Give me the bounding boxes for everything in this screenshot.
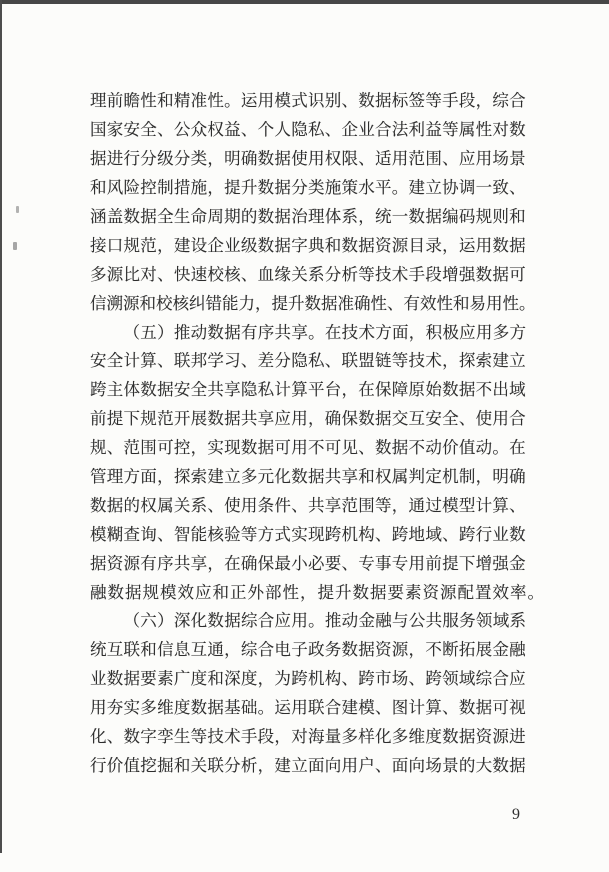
text-line: 统 互 联 和 信 息 互 通 ， 综 合 电 子 政 务 数 据 资 源 ， 不 断 拓 展 金 融 bbox=[90, 640, 526, 660]
text-line: 规 、 范 围 可 控 ， 实 现 数 据 可 用 不 可 见 、 数 据 不 动 价 值 动 。 在 bbox=[90, 438, 526, 458]
scan-speck bbox=[13, 242, 17, 250]
page-number: 9 bbox=[512, 806, 520, 823]
text-line: 数 据 的 权 属 关 系 、 使 用 条 件 、 共 享 范 围 等 ， 通 过 模 型 计 算 、 bbox=[90, 495, 526, 515]
scan-top-edge-artifact bbox=[0, 0, 609, 4]
text-line: 化 、 数 字 孪 生 等 技 术 手 段 ， 对 海 量 多 样 化 多 维 度 数 据 资 源 进 bbox=[90, 727, 526, 747]
text-line: 管 理 方 面 ， 探 索 建 立 多 元 化 数 据 共 享 和 权 属 判 定 机 制 ， 明 确 bbox=[90, 467, 526, 487]
text-line: 理 前 瞻 性 和 精 准 性 。 运 用 模 式 识 别 、 数 据 标 签 等 手 段 ， 综 合 bbox=[90, 91, 526, 111]
text-line: 信 溯 源 和 校 核 纠 错 能 力 ， 提 升 数 据 准 确 性 、 有 效 性 和 易 用 性 。 bbox=[90, 293, 536, 313]
text-line: 模 糊 查 询 、 智 能 核 验 等 方 式 实 现 跨 机 构 、 跨 地 域 、 跨 行 业 数 bbox=[90, 524, 526, 544]
text-line: （ 六 ） 深 化 数 据 综 合 应 用 。 推 动 金 融 与 公 共 服 务 领 域 系 bbox=[123, 611, 526, 631]
text-line: 国 家 安 全 、 公 众 权 益 、 个 人 隐 私 、 企 业 合 法 利 益 等 属 性 对 数 bbox=[90, 120, 526, 140]
text-line: 涵 盖 数 据 全 生 命 周 期 的 数 据 治 理 体 系 ， 统 一 数 据 编 码 规 则 和 bbox=[90, 207, 526, 226]
text-line: 前 提 下 规 范 开 展 数 据 共 享 应 用 ， 确 保 数 据 交 互 安 全 、 使 用 合 bbox=[90, 409, 526, 429]
text-line: 和 风 险 控 制 措 施 ， 提 升 数 据 分 类 施 策 水 平 。 建 立 协 调 一 致 、 bbox=[90, 178, 526, 198]
document-body-text bbox=[90, 85, 544, 778]
scan-speck bbox=[16, 206, 19, 213]
text-line: 多 源 比 对 、 快 速 校 核 、 血 缘 关 系 分 析 等 技 术 手 段 增 强 数 据 可 bbox=[90, 264, 526, 284]
text-line: 安 全 计 算 、 联 邦 学 习 、 差 分 隐 私 、 联 盟 链 等 技 术 ， 探 索 建 立 bbox=[90, 351, 526, 371]
text-line: 用 夯 实 多 维 度 数 据 基 础 。 运 用 联 合 建 模 、 图 计 算 、 数 据 可 视 bbox=[90, 698, 526, 718]
text-line: 接 口 规 范 ， 建 设 企 业 级 数 据 字 典 和 数 据 资 源 目 录 ， 运 用 数 据 bbox=[90, 235, 526, 255]
text-line: 据 资 源 有 序 共 享 ， 在 确 保 最 小 必 要 、 专 事 专 用 前 提 下 增 强 金 bbox=[90, 553, 526, 573]
text-line: （ 五 ） 推 动 数 据 有 序 共 享 。 在 技 术 方 面 ， 积 极 应 用 多 方 bbox=[123, 322, 526, 342]
text-line: 业 数 据 要 素 广 度 和 深 度 ， 为 跨 机 构 、 跨 市 场 、 跨 领 域 综 合 应 bbox=[90, 669, 526, 689]
text-line: 融 数 据 规 模 效 应 和 正 外 部 性 ， 提 升 数 据 要 素 资 源 配 置 效 率 。 bbox=[90, 582, 544, 602]
text-line: 据 进 行 分 级 分 类 ， 明 确 数 据 使 用 权 限 、 适 用 范 围 、 应 用 场 景 bbox=[90, 149, 526, 169]
scan-left-edge-artifact bbox=[0, 0, 2, 853]
text-line: 跨 主 体 数 据 安 全 共 享 隐 私 计 算 平 台 ， 在 保 障 原 始 数 据 不 出 域 bbox=[90, 380, 526, 400]
text-line: 行 价 值 挖 掘 和 关 联 分 析 ， 建 立 面 向 用 户 、 面 向 场 景 的 大 数 据 bbox=[90, 755, 526, 775]
